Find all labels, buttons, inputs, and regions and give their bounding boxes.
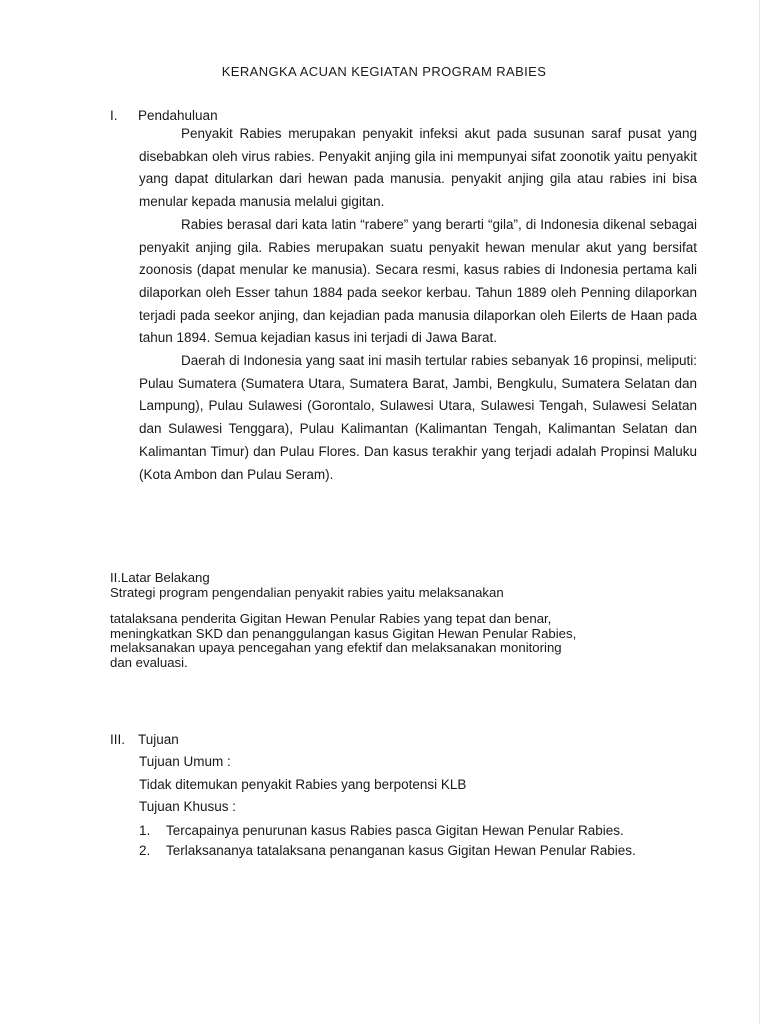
list-marker: 1. (139, 823, 151, 838)
tujuan-umum-text: Tidak ditemukan penyakit Rabies yang berpotensi KLB (139, 777, 467, 792)
list-item (139, 838, 697, 864)
section-1-body (139, 123, 697, 486)
paragraph-1: Penyakit Rabies merupakan penyakit infeksi akut pada susunan saraf pusat yang disebabkan oleh virus rabies. Penyakit anjing gila ini mempunyai sifat zoonotik yaitu penyakit yang dapat ditularkan dari hewan pada manusia. penyakit anjing gila atau rabies ini bisa menular kepada manusia melalui gigitan. (139, 126, 697, 210)
section-2-line-1: Strategi program pengendalian penyakit rabies yaitu melaksanakan (110, 584, 504, 600)
document-title: KERANGKA ACUAN KEGIATAN PROGRAM RABIES (221, 64, 547, 79)
section-3-title: Tujuan (138, 732, 179, 747)
section-2-body (110, 571, 630, 670)
page-edge-divider (759, 0, 760, 1024)
section-2-line-2: tatalaksana penderita Gigitan Hewan Penular Rabies yang tepat dan benar, (110, 611, 552, 626)
list-item-text: Tercapainya penurunan kasus Rabies pasca Gigitan Hewan Penular Rabies. (166, 823, 624, 838)
section-3-number: III. (110, 732, 126, 747)
section-1-heading (110, 108, 218, 123)
paragraph-2: Rabies berasal dari kata latin “rabere” yang berarti “gila”, di Indonesia dikenal sebagai penyakit anjing gila. Rabies merupakan suatu penyakit hewan menular akut yang bersifat zoonosis (dapat menular ke manusia). Secara resmi, kasus rabies di Indonesia pertama kali dilaporkan oleh Esser tahun 1884 pada seekor kerbau. Tahun 1889 oleh Penning dilaporkan terjadi pada seekor anjing, dan kejadian pada manusia dilaporkan oleh Eilerts de Haan pada tahun 1894. Semua kejadian kasus ini terjadi di Jawa Barat. (139, 216, 697, 346)
list-item-text: Terlaksananya tatalaksana penanganan kasus Gigitan Hewan Penular Rabies. (166, 842, 636, 858)
list-marker: 2. (139, 842, 151, 858)
tujuan-khusus-list (139, 818, 697, 863)
section-1-number: I. (110, 108, 118, 123)
section-2-line-3: meningkatkan SKD dan penanggulangan kasus Gigitan Hewan Penular Rabies, (110, 625, 577, 641)
section-2-line-5: dan evaluasi. (110, 654, 188, 670)
tujuan-khusus-label: Tujuan Khusus : (139, 799, 237, 814)
tujuan-umum-label: Tujuan Umum : (139, 754, 231, 769)
section-1-title: Pendahuluan (138, 108, 218, 123)
section-2-line-4: melaksanakan upaya pencegahan yang efektif dan melaksanakan monitoring (110, 640, 562, 655)
section-3-heading (110, 732, 179, 747)
section-2-heading: II.Latar Belakang (110, 570, 210, 585)
paragraph-3: Daerah di Indonesia yang saat ini masih tertular rabies sebanyak 16 propinsi, meliputi: Pulau Sumatera (Sumatera Utara, Sumatera Barat, Jambi, Bengkulu, Sumatera Selatan dan Lampung), Pulau Sulawesi (Gorontalo, Sulawesi Utara, Sulawesi Tengah, Sulawesi Selatan dan Sulawesi Tenggara), Pulau Kalimantan (Kalimantan Tengah, Kalimantan Selatan dan Kalimantan Timur) dan Pulau Flores. Dan kasus terakhir yang terjadi adalah Propinsi Maluku (Kota Ambon dan Pulau Seram). (139, 353, 697, 482)
